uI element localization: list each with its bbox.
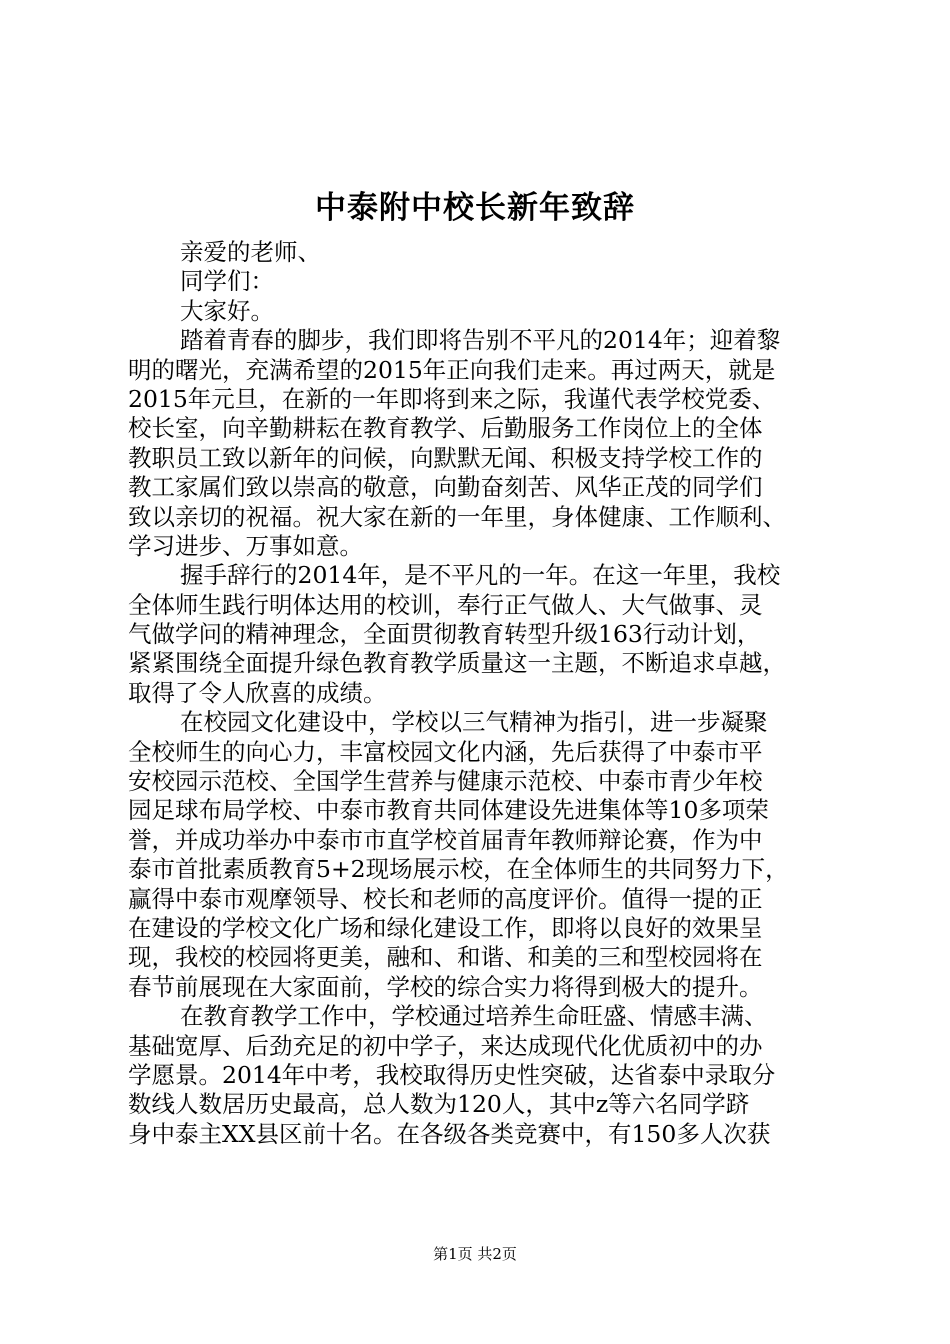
- text-line: 教职员工致以新年的问候，向默默无闻、积极支持学校工作的: [128, 443, 763, 472]
- text-line: 身中泰主XX县区前十名。在各级各类竞赛中，有150多人次获: [128, 1119, 771, 1148]
- text-line: 全体师生践行明体达用的校训，奉行正气做人、大气做事、灵: [128, 590, 763, 619]
- text-line: 教工家属们致以崇高的敬意，向勤奋刻苦、风华正茂的同学们: [128, 473, 763, 502]
- document-title: 中泰附中校长新年致辞: [315, 190, 635, 226]
- text-line: 2015年元旦，在新的一年即将到来之际，我谨代表学校党委、: [128, 384, 776, 413]
- text-line: 泰市首批素质教育5+2现场展示校，在全体师生的共同努力下，: [128, 855, 789, 884]
- text-line: 安校园示范校、全国学生营养与健康示范校、中泰市青少年校: [128, 767, 763, 796]
- text-line: 校长室，向辛勤耕耘在教育教学、后勤服务工作岗位上的全体: [128, 414, 763, 443]
- text-line: 明的曙光，充满希望的2015年正向我们走来。再过两天，就是: [128, 355, 776, 384]
- text-line: 园足球布局学校、中泰市教育共同体建设先进集体等10多项荣: [128, 796, 769, 825]
- text-line: 数线人数居历史最高，总人数为120人，其中z等六名同学跻: [128, 1090, 750, 1119]
- text-line: 紧紧围绕全面提升绿色教育教学质量这一主题，不断追求卓越，: [128, 649, 786, 678]
- text-line: 踏着青春的脚步，我们即将告别不平凡的2014年；迎着黎: [180, 326, 781, 355]
- document-body: [128, 238, 848, 1149]
- text-line: 气做学问的精神理念，全面贯彻教育转型升级163行动计划，: [128, 620, 761, 649]
- text-line: 赢得中泰市观摩领导、校长和老师的高度评价。值得一提的正: [128, 884, 763, 913]
- text-line: 春节前展现在大家面前，学校的综合实力将得到极大的提升。: [128, 972, 763, 1001]
- text-line: 大家好。: [180, 296, 274, 325]
- text-line: 握手辞行的2014年，是不平凡的一年。在这一年里，我校: [180, 561, 781, 590]
- text-line: 现，我校的校园将更美，融和、和谐、和美的三和型校园将在: [128, 943, 763, 972]
- text-line: 取得了令人欣喜的成绩。: [128, 678, 387, 707]
- text-line: 在校园文化建设中，学校以三气精神为指引，进一步凝聚: [180, 708, 768, 737]
- text-line: 誉，并成功举办中泰市市直学校首届青年教师辩论赛，作为中: [128, 825, 763, 854]
- text-line: 学愿景。2014年中考，我校取得历史性突破，达省泰中录取分: [128, 1060, 776, 1089]
- text-line: 全校师生的向心力，丰富校园文化内涵，先后获得了中泰市平: [128, 737, 763, 766]
- text-line: 亲爱的老师、: [180, 238, 321, 266]
- text-line: 在教育教学工作中，学校通过培养生命旺盛、情感丰满、: [180, 1002, 768, 1031]
- text-line: 致以亲切的祝福。祝大家在新的一年里，身体健康、工作顺利、: [128, 502, 786, 531]
- text-line: 同学们：: [180, 267, 274, 296]
- text-line: 学习进步、万事如意。: [128, 531, 363, 560]
- page-footer: 第1页 共2页: [433, 1245, 517, 1263]
- text-line: 在建设的学校文化广场和绿化建设工作，即将以良好的效果呈: [128, 913, 763, 942]
- text-line: 基础宽厚、后劲充足的初中学子，来达成现代化优质初中的办: [128, 1031, 763, 1060]
